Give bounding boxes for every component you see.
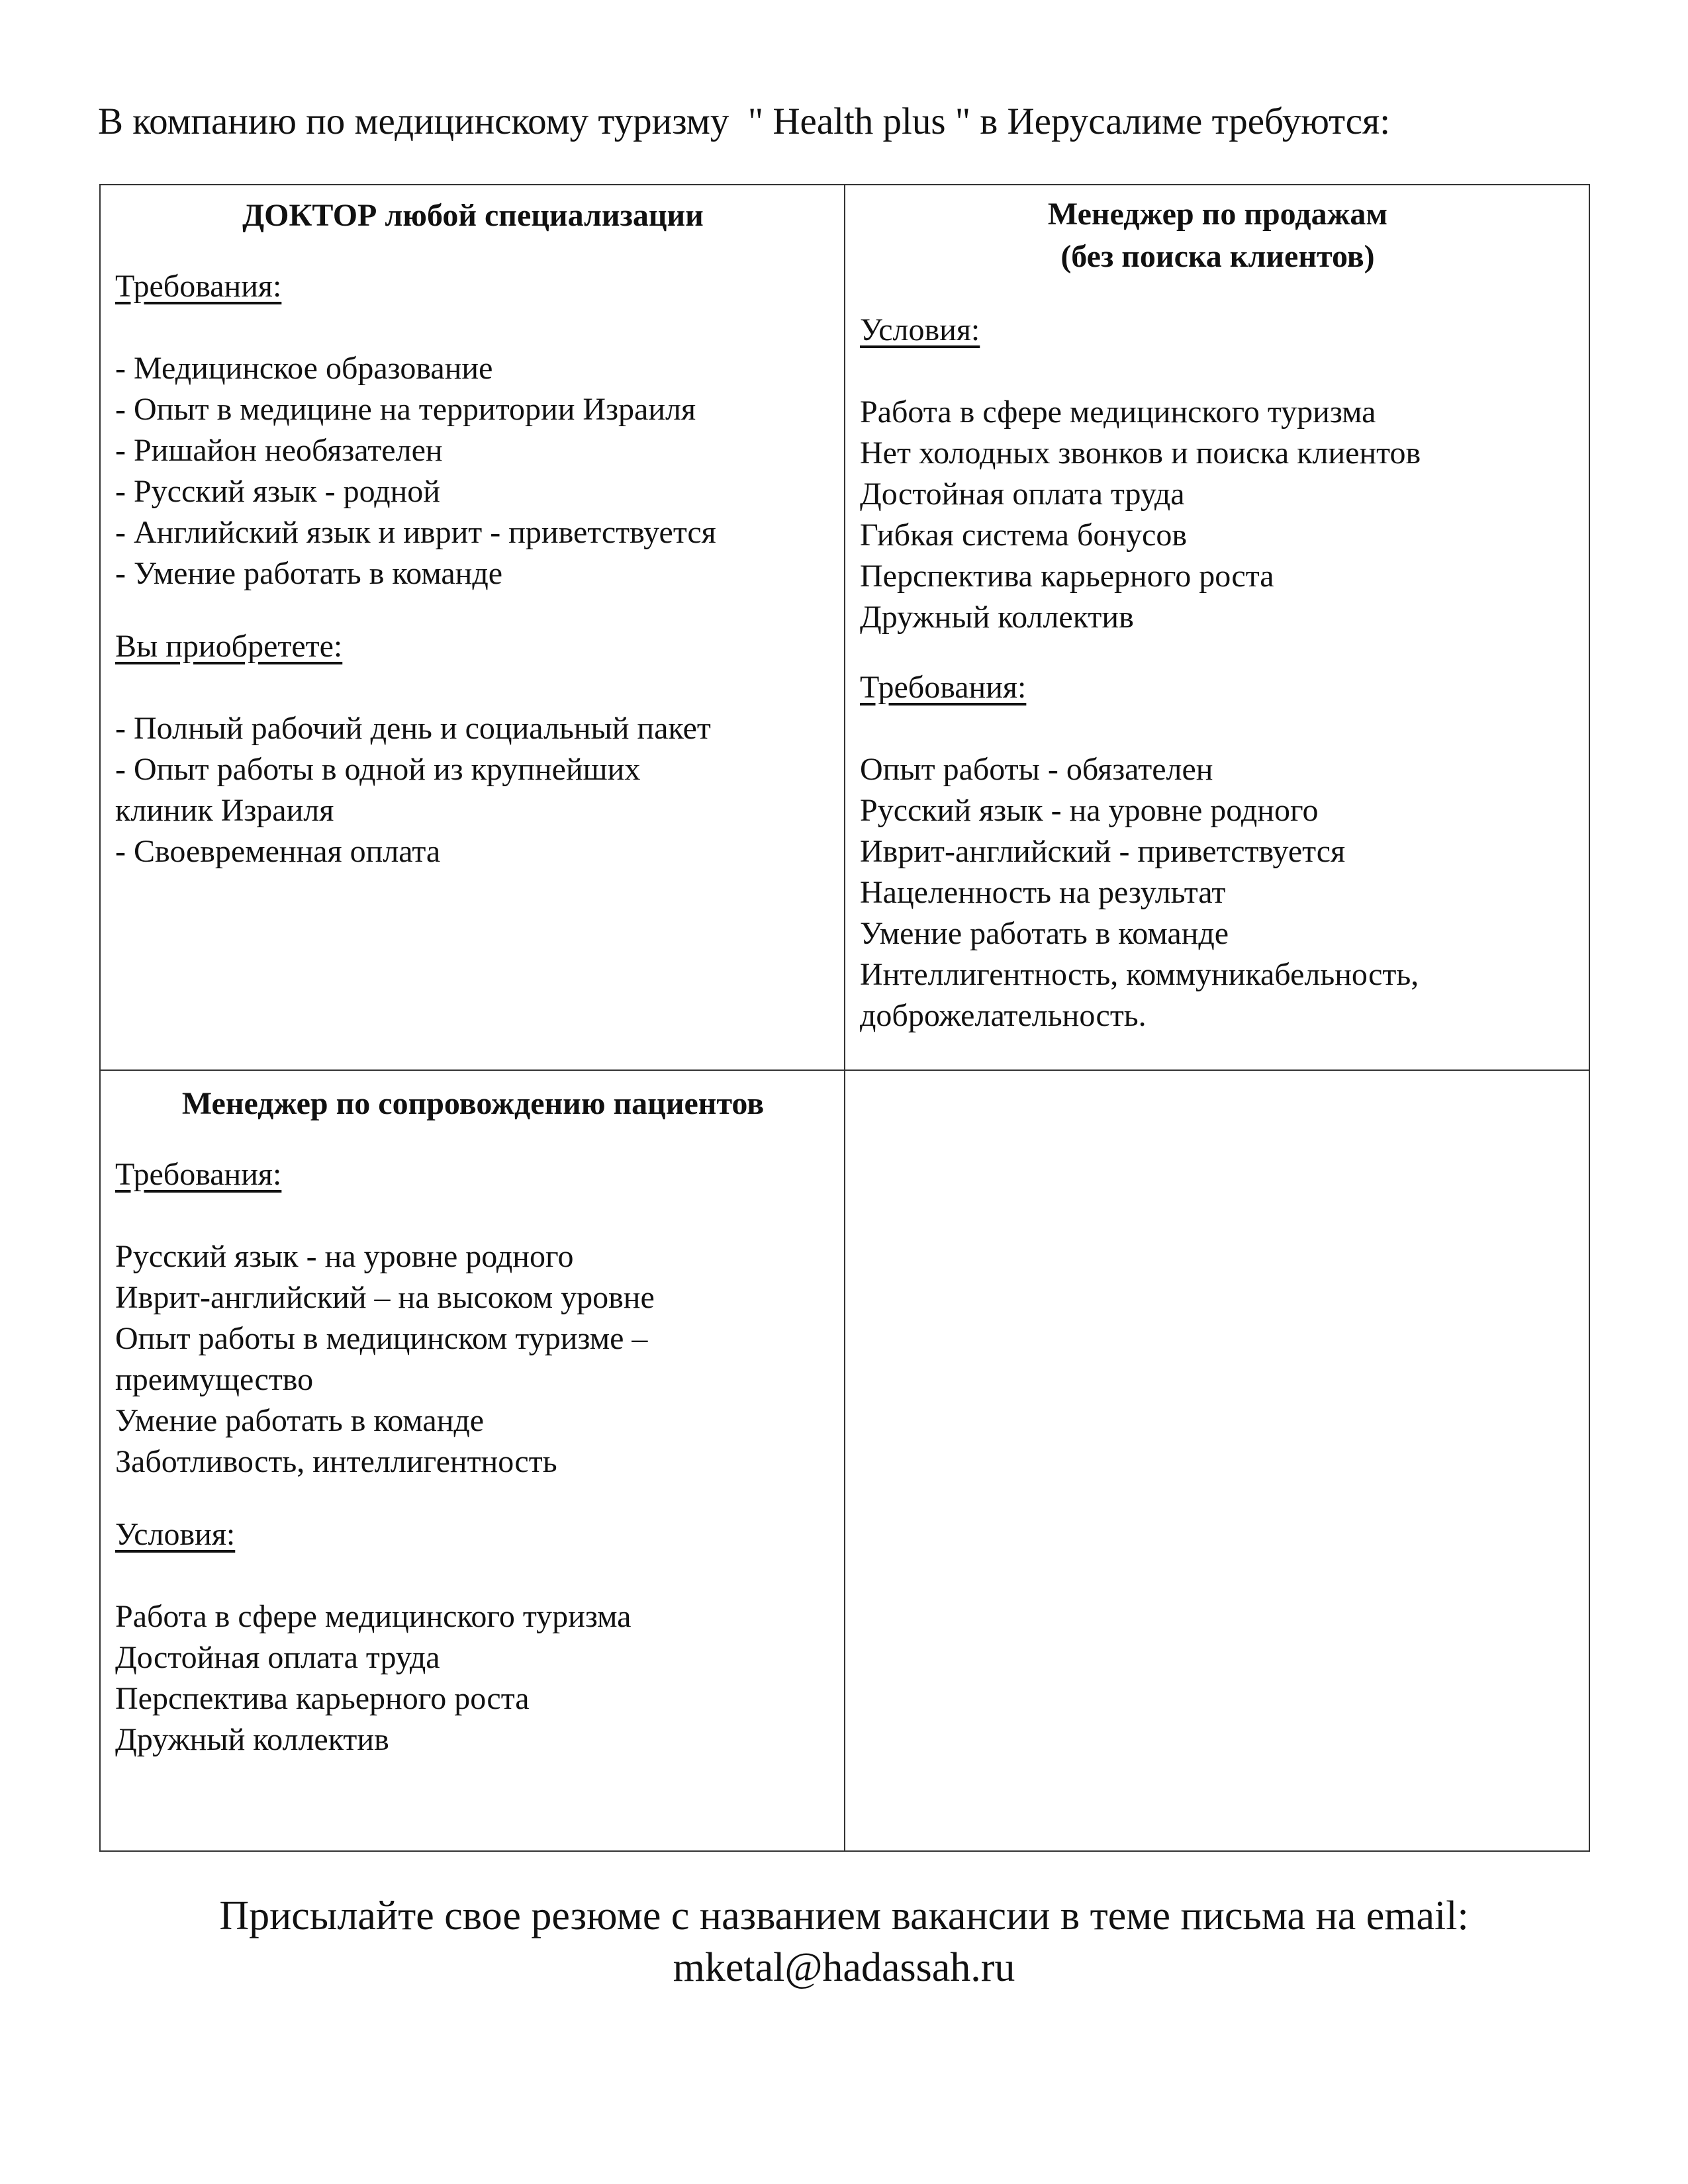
list-item: Дружный коллектив — [860, 600, 1134, 635]
sales-conditions-heading: Условия: — [860, 312, 980, 347]
list-item: клиник Израиля — [115, 793, 334, 828]
list-item: Нет холодных звонков и поиска клиентов — [860, 435, 1421, 471]
escort-title: Менеджер по сопровождению пациентов — [181, 1086, 765, 1121]
doctor-requirements-heading: Требования: — [115, 269, 282, 304]
list-item: - Своевременная оплата — [115, 834, 441, 869]
empty-cell — [845, 1070, 1589, 1851]
vacancy-table — [99, 184, 1590, 1852]
sales-conditions-list — [860, 392, 1575, 638]
list-item: Интеллигентность, коммуникабельность, — [860, 957, 1419, 992]
list-item: Русский язык - на уровне родного — [860, 793, 1319, 828]
sales-requirements-list — [860, 749, 1575, 1036]
doctor-benefits-heading: Вы приобретете: — [115, 629, 343, 664]
escort-requirements-list — [115, 1236, 831, 1482]
list-item: Опыт работы - обязателен — [860, 752, 1213, 787]
list-item: Умение работать в команде — [115, 1403, 485, 1438]
table-row — [100, 1070, 1589, 1851]
sales-title: Менеджер по продажам — [1047, 197, 1388, 232]
list-item: - Ришайон необязателен — [115, 433, 443, 468]
escort-cell — [100, 1070, 845, 1851]
escort-conditions-list — [115, 1596, 831, 1760]
list-item: - Опыт работы в одной из крупнейших — [115, 752, 641, 787]
list-item: Иврит-английский – на высоком уровне — [115, 1280, 655, 1315]
sales-requirements-heading: Требования: — [860, 670, 1027, 705]
doctor-cell — [100, 185, 845, 1070]
list-item: Дружный коллектив — [115, 1722, 389, 1757]
table-row — [100, 185, 1589, 1070]
list-item: - Английский язык и иврит - приветствуется — [115, 515, 716, 550]
list-item: Умение работать в команде — [860, 916, 1229, 951]
list-item: Работа в сфере медицинского туризма — [860, 394, 1376, 430]
footer-instruction: Присылайте свое резюме с названием вакансии в теме письма на email: — [219, 1893, 1469, 1938]
sales-subtitle: (без поиска клиентов) — [1060, 239, 1375, 274]
sales-cell — [845, 185, 1589, 1070]
list-item: доброжелательность. — [860, 998, 1147, 1033]
list-item: Иврит-английский - приветствуется — [860, 834, 1346, 869]
escort-conditions-heading: Условия: — [115, 1517, 236, 1552]
list-item: Нацеленность на результат — [860, 875, 1226, 910]
intro-heading: В компанию по медицинскому туризму " Health plus " в Иерусалиме требуются: — [98, 101, 1391, 142]
list-item: - Опыт в медицине на территории Израиля — [115, 392, 696, 427]
list-item: Работа в сфере медицинского туризма — [115, 1599, 632, 1634]
list-item: Достойная оплата труда — [860, 477, 1185, 512]
list-item: Перспектива карьерного роста — [860, 559, 1274, 594]
list-item: - Медицинское образование — [115, 351, 493, 386]
list-item: - Полный рабочий день и социальный пакет — [115, 711, 711, 746]
doctor-requirements-list — [115, 348, 831, 594]
doctor-title: ДОКТОР любой специализации — [242, 198, 704, 233]
list-item: Перспектива карьерного роста — [115, 1681, 530, 1716]
escort-requirements-heading: Требования: — [115, 1157, 282, 1192]
list-item: - Русский язык - родной — [115, 474, 440, 509]
list-item: Достойная оплата труда — [115, 1640, 440, 1675]
list-item: Русский язык - на уровне родного — [115, 1239, 574, 1274]
footer-email: mketal@hadassah.ru — [673, 1945, 1015, 1990]
list-item: Гибкая система бонусов — [860, 518, 1188, 553]
list-item: преимущество — [115, 1362, 314, 1397]
list-item: Опыт работы в медицинском туризме – — [115, 1321, 648, 1356]
list-item: Заботливость, интеллигентность — [115, 1444, 557, 1479]
list-item: - Умение работать в команде — [115, 556, 503, 591]
doctor-benefits-list — [115, 708, 831, 872]
